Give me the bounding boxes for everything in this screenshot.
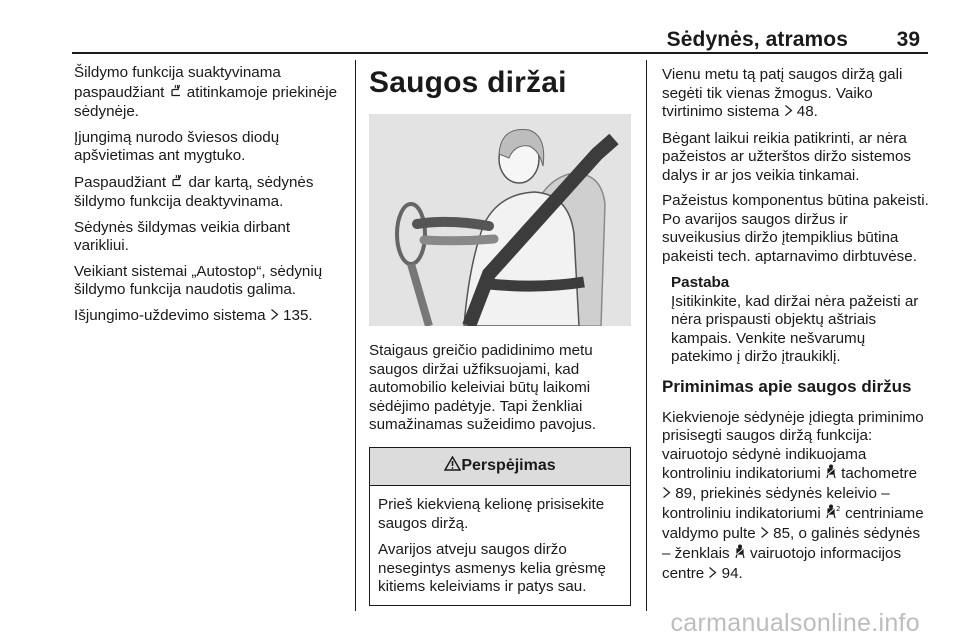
paragraph: Bėgant laikui reikia patikrinti, ar nėra pažeistos ar užterštos diržo sistemos dalys ir ar jos veikia tinkamai. bbox=[662, 129, 911, 184]
note-title: Pastaba bbox=[671, 274, 730, 291]
page-reference-icon bbox=[760, 526, 769, 545]
paragraph: Prieš kiekvieną kelionę prisisekite saugos diržą. bbox=[378, 496, 605, 532]
page-reference-icon bbox=[662, 486, 671, 505]
note bbox=[662, 274, 930, 367]
paragraph: Vienu metu tą patį saugos diržą gali segėti tik vienas žmogus. Vaiko tvirtinimo sistema 48. bbox=[662, 66, 930, 123]
warning-title: Perspėjimas bbox=[461, 456, 556, 474]
paragraph: Paspaudžiant dar kartą, sėdynės šildymo funkcija deaktyvinama. bbox=[74, 173, 314, 210]
watermark: carmanualsonline.info bbox=[670, 609, 920, 637]
page-reference-icon bbox=[270, 308, 279, 327]
header-rule bbox=[72, 52, 928, 54]
seatbelt-illustration bbox=[369, 114, 631, 326]
warning-box bbox=[369, 447, 631, 606]
page-header bbox=[0, 0, 960, 54]
column-3 bbox=[662, 66, 930, 591]
subheading: Priminimas apie saugos diržus bbox=[662, 376, 912, 396]
seatbelt-reminder-icon bbox=[825, 464, 837, 485]
paragraph: Kiekvienoje sėdynėje įdiegta priminimo prisisegti saugos diržą funkcija: vairuotojo sėdynė indikuojama kontroliniu indikatoriumi tachometre 89, priekinės sėdynės keleivio – kontroliniu indikatoriumi 2 centriniame valdymo pulte 85, o galinės sėdynės – ženklais vairuotojo informacijos centre 94. bbox=[662, 409, 930, 585]
paragraph: Sėdynės šildymas veikia dirbant varikliui. bbox=[74, 218, 291, 254]
seat-heat-icon bbox=[170, 173, 184, 194]
paragraph: Išjungimo-uždevimo sistema 135. bbox=[74, 307, 346, 327]
page-number: 39 bbox=[896, 28, 920, 51]
warning-header bbox=[370, 448, 630, 487]
section-heading: Saugos diržai bbox=[369, 66, 567, 99]
section-title: Sėdynės, atramos bbox=[666, 28, 848, 51]
paragraph: Įjungimą nurodo šviesos diodų apšvietimas ant mygtuko. bbox=[74, 128, 280, 164]
seatbelt-reminder-passenger-icon bbox=[825, 504, 841, 525]
column-2 bbox=[369, 64, 633, 606]
note-body: Įsitikinkite, kad diržai nėra pažeisti ar nėra prispausti objektų aštriais kampais. Venkite nešvarumų patekimo į diržo įtraukiklį. bbox=[671, 292, 919, 365]
page-reference-icon bbox=[784, 104, 793, 123]
paragraph: Šildymo funkcija suaktyvinama paspaudžiant atitinkamoje priekinėje sėdynėje. bbox=[74, 64, 338, 120]
paragraph: Staigaus greičio padidinimo metu saugos diržai užfiksuojami, kad automobilio keleiviai būtų laikomi sėdėjimo padėtyje. Tapi ženkliai sumažinamas sužeidimo pavojus. bbox=[369, 342, 597, 433]
paragraph: Pažeistus komponentus būtina pakeisti. Po avarijos saugos diržus ir suveikusius diržo įtempiklius būtina pakeisti tech. aptarnavimo dirbtuvėse. bbox=[662, 192, 929, 265]
column-divider-1 bbox=[355, 60, 356, 611]
warning-body bbox=[370, 486, 630, 597]
paragraph: Avarijos atveju saugos diržo nesegintys asmenys kelia grėsmę kitiems keleiviams ir patys sau. bbox=[378, 541, 606, 595]
seat-heat-icon bbox=[169, 83, 183, 104]
seatbelt-reminder-icon bbox=[734, 544, 746, 565]
column-1 bbox=[74, 64, 346, 333]
warning-triangle-icon bbox=[444, 456, 461, 477]
svg-text:2: 2 bbox=[835, 505, 841, 513]
column-divider-2 bbox=[646, 60, 647, 611]
paragraph: Veikiant sistemai „Autostop“, sėdynių šildymo funkcija naudotis galima. bbox=[74, 262, 323, 298]
